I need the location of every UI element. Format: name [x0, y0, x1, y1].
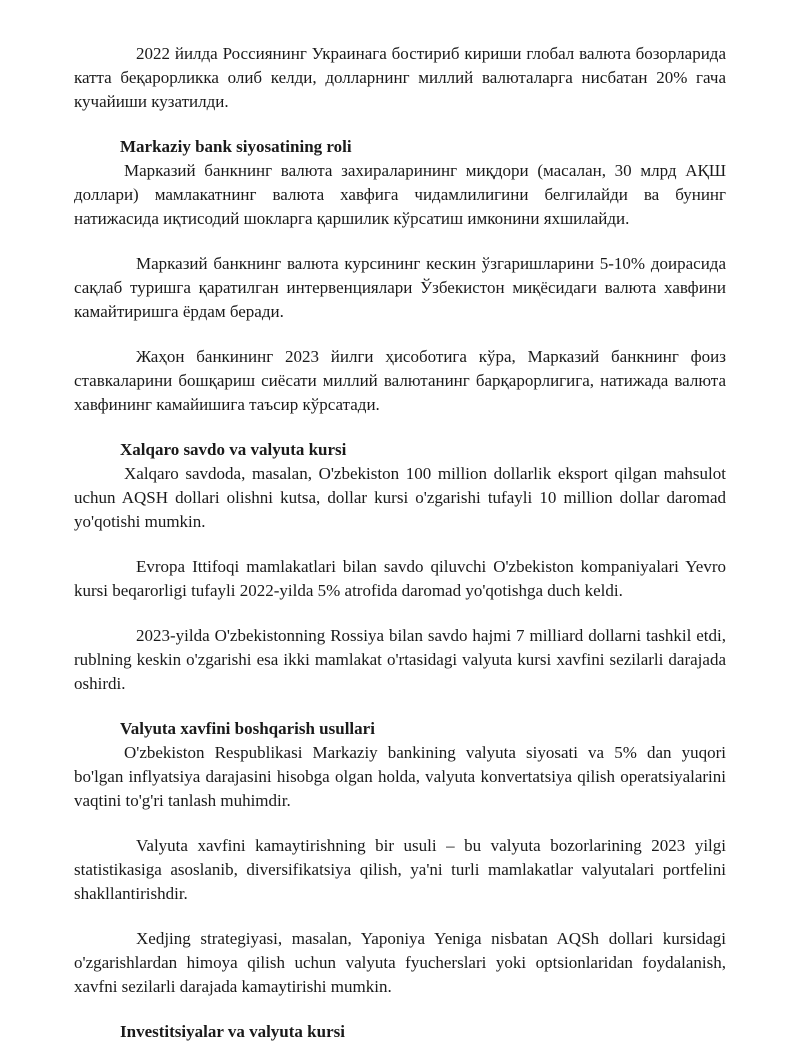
paragraph-intro: 2022 йилда Россиянинг Украинага бостириб кириши глобал валюта бозорларида катта беқарорликка олиб келди, долларнинг миллий валюталарга нисбатан 20% гача кучайиши кузатилди.: [74, 44, 726, 111]
paragraph-russia-trade: 2023-yilda O'zbekistonning Rossiya bilan savdo hajmi 7 milliard dollarni tashkil etdi, rublning keskin o'zgarishi esa ikki mamlakat o'rtasidagi valyuta kursi xavfini sezilarli darajada oshirdi.: [74, 626, 726, 693]
paragraph-export: Xalqaro savdoda, masalan, O'zbekiston 100 million dollarlik eksport qilgan mahsulot uchun AQSH dollari olishni kutsa, dollar kursi o'zgarishi tufayli 10 million dollar daromad yo'qotishi mumkin.: [74, 464, 726, 531]
paragraph-interventions: Марказий банкнинг валюта курсининг кескин ўзгаришларини 5-10% доирасида сақлаб туришга қаратилган интервенциялари Ўзбекистон миқёсидаги валюта хавфини камайтиришга ёрдам беради.: [74, 254, 726, 321]
section-heading-central-bank: Markaziy bank siyosatining roli: [120, 137, 352, 156]
section-heading-risk-management: Valyuta xavfini boshqarish usullari: [120, 719, 375, 738]
paragraph-world-bank: Жаҳон банкининг 2023 йилги ҳисоботига кўра, Марказий банкнинг фоиз ставкаларини бошқариш сиёсати миллий валютанинг барқарорлигига, натижада валюта хавфининг камайишига таъсир кўрсатади.: [74, 347, 726, 414]
section-heading-trade: Xalqaro savdo va valyuta kursi: [120, 440, 347, 459]
section-heading-investments: Investitsiyalar va valyuta kursi: [120, 1022, 345, 1041]
paragraph-diversification: Valyuta xavfini kamaytirishning bir usuli – bu valyuta bozorlarining 2023 yilgi statistikasiga asoslanib, diversifikatsiya qilish, ya'ni turli mamlakatlar valyutalari portfelini shakllantirishdir.: [74, 836, 726, 903]
document-body: [74, 42, 726, 1044]
paragraph-reserves: Марказий банкнинг валюта захираларининг миқдори (масалан, 30 млрд АҚШ доллари) мамлакатнинг валюта хавфига чидамлилигини белгилайди ва бунинг натижасида иқтисодий шокларга қаршилик кўрсатиш имконини яхшилайди.: [74, 161, 726, 228]
paragraph-eu-trade: Evropa Ittifoqi mamlakatlari bilan savdo qiluvchi O'zbekiston kompaniyalari Yevro kursi beqarorligi tufayli 2022-yilda 5% atrofida daromad yo'qotishga duch keldi.: [74, 557, 726, 600]
paragraph-hedging: Xedjing strategiyasi, masalan, Yaponiya Yeniga nisbatan AQSh dollari kursidagi o'zgarishlardan himoya qilish uchun valyuta fyucherslari yoki optsionlaridan foydalanish, xavfni sezilarli darajada kamaytirishi mumkin.: [74, 929, 726, 996]
paragraph-conversion-timing: O'zbekiston Respublikasi Markaziy bankining valyuta siyosati va 5% dan yuqori bo'lgan inflyatsiya darajasini hisobga olgan holda, valyuta konvertatsiya qilish operatsiyalarini vaqtini to'g'ri tanlash muhimdir.: [74, 743, 726, 810]
